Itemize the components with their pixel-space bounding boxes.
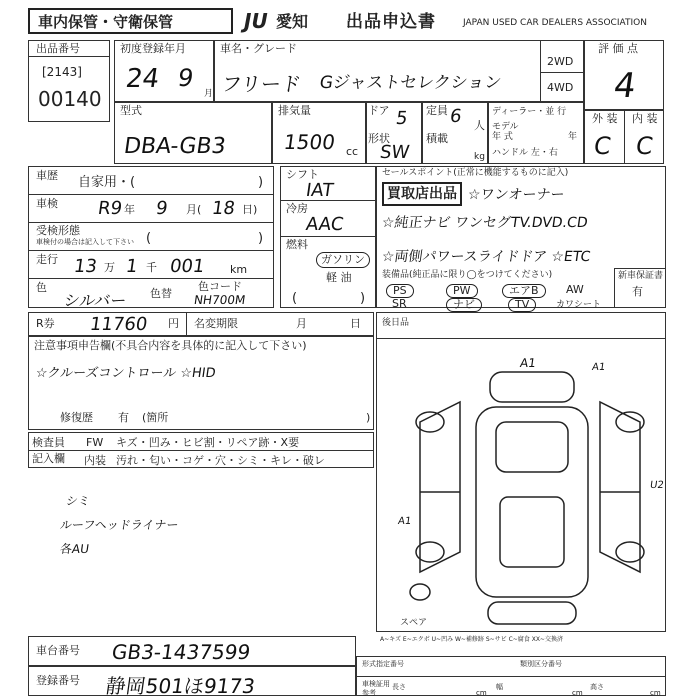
length-label: 長さ <box>392 683 406 691</box>
km-unit: km <box>230 263 248 276</box>
warranty-value: 有 <box>632 285 643 298</box>
ac-label: 冷房 <box>286 202 308 215</box>
equipment-navi: ナビ <box>446 298 482 312</box>
equipment-airbag: エアB <box>502 284 546 298</box>
mileage-rest: 001 <box>168 256 206 277</box>
shape-value: SW <box>378 142 411 163</box>
remark-2: ルーフヘッドライナー <box>58 518 180 532</box>
lot-number-label: 出品番号 <box>36 42 80 55</box>
repair-label: 修復歴 <box>60 411 93 424</box>
chassis-number: GB3-1437599 <box>110 640 252 664</box>
color-change-label: 色替 <box>150 287 172 300</box>
inspection-label: 車検 <box>36 197 58 210</box>
inspection-day: 18 <box>210 198 237 219</box>
fuel-value: ガソリン <box>316 252 370 268</box>
type-value: DBA-GB3 <box>122 134 228 159</box>
equipment-tv: TV <box>508 298 536 312</box>
model-label: 車名・グレード <box>220 42 297 55</box>
displacement-label: 排気量 <box>278 104 311 117</box>
equipment-sr: SR <box>392 297 407 310</box>
handle-label: ハンドル 左・右 <box>492 148 558 158</box>
inspector-label-1: 検査員 <box>32 436 65 449</box>
plate-number: 静岡501ほ9173 <box>104 674 257 698</box>
damage-legend: A~キズ E~エクボ U~凹み W~補修跡 S~サビ C~腐食 XX~交換済 <box>380 636 563 643</box>
remark-1: シミ <box>64 494 91 508</box>
sales-line-1: ☆ワンオーナー <box>466 187 566 203</box>
fuel-alt: 軽 油 <box>326 271 352 284</box>
shape-label: 形状 <box>368 132 390 145</box>
shift-value: IAT <box>304 180 335 201</box>
capacity-label: 定員 <box>426 104 448 117</box>
spec-label: 形式指定番号 <box>362 660 404 668</box>
receipt-label: 受検形態 <box>36 224 80 237</box>
fuel-label: 燃料 <box>286 238 308 251</box>
ref-label: 参考 <box>362 689 376 697</box>
equipment-leather: カワシート <box>556 300 602 310</box>
mileage-man: 13 <box>72 256 99 277</box>
fw-label: FW <box>86 436 104 449</box>
model-year-label: モデル <box>492 122 519 132</box>
first-reg-label: 初度登録年月 <box>120 42 186 55</box>
interior-check-label: 内装 <box>84 454 106 467</box>
drive-2wd: 2WD <box>547 55 574 68</box>
warranty-label: 新車保証書 <box>618 271 664 281</box>
drive-4wd: 4WD <box>547 81 574 94</box>
car-diagram <box>400 352 660 632</box>
score-value: 4 <box>611 66 639 106</box>
logo-mark: JU <box>244 9 268 33</box>
load-label: 積載 <box>426 132 448 145</box>
inspection-era: R9 <box>96 198 124 219</box>
damage-left: A1 <box>397 516 412 527</box>
doors-value: 5 <box>394 108 409 129</box>
exterior-grade: C <box>592 132 613 160</box>
equipment-aw: AW <box>566 283 584 296</box>
cert-label: 車検証用 <box>362 680 390 688</box>
type-label: 型式 <box>120 104 142 117</box>
inspection-month-unit: 月( <box>186 203 202 216</box>
color-value: シルバー <box>62 291 128 310</box>
later-items-label: 後日品 <box>382 318 410 328</box>
equipment-label: 装備品(純正品に限り◯をつけてください) <box>382 270 553 280</box>
score-label: 評 価 点 <box>598 42 638 55</box>
first-reg-month: 9 <box>176 64 196 92</box>
notes-line-1: ☆クルーズコントロール ☆HID <box>34 366 217 381</box>
interior-check-items: 汚れ・匂い・コゲ・穴・シミ・キレ・破レ <box>116 454 325 467</box>
color-label: 色 <box>36 281 47 294</box>
month-unit: 月 <box>204 89 214 99</box>
history-value: 自家用・( <box>78 175 136 190</box>
sales-point-label: セールスポイント(正常に機能するものに記入) <box>382 168 569 178</box>
expiry-day-label: 日 <box>350 317 361 330</box>
height-unit: cm <box>650 689 661 697</box>
model-year-label2: 年 式 <box>492 132 513 142</box>
inspection-year-unit: 年 <box>124 203 135 216</box>
first-reg-year: 24 <box>123 64 162 94</box>
interior-grade: C <box>634 132 655 160</box>
inspector-label-2: 記入欄 <box>32 452 65 465</box>
interior-label: 内 装 <box>632 112 658 125</box>
inspection-day-unit: 日) <box>242 203 258 216</box>
auction-sheet: 車内保管・守衛保管 JU 愛知 出品申込書 JAPAN USED CAR DEALERS ASSOCIATION 出品番号 [2143] 00140 初度登録年月 24 9 月 車名・グレード フリード Gジャストセレクション 2WD 4WD 評 価 点 4 型式 DBA-GB3 排気量 1500 cc ドア 5 形状 SW 定員 6 人 積載 kg ディーラー・並 行 モデル 年 式 年 ハンドル 左・右 外 装 内 装 C C 車歴 自家用・( ) 車検 R9 年 9 月( 18 日) 受検形態 車検付の場合は記入して下さい ( ) 走行 13 万 1 千 001 km 色 シルバー 色替 色コード NH700M シフト IAT 冷房 AAC 燃料 ガソリン 軽 油 ( ) セールスポイント(正常に機能するものに記入) 買取店出品 ☆ワンオーナー ☆純正ナビ ワンセグTV.DVD.CD ☆両側パワースライドドア ☆ETC 装備品(純正品に限り◯をつけてください) PS PW エアB AW SR ナビ TV カワシート 新車保証書 有 R券 11760 円 名変期限 月 日 注意事項申告欄(不具合内容を具体的に記入して下さい) ☆クルーズコントロール ☆HID 修復歴 有 (箇所 ) 検査員 記入欄 FW キズ・凹み・ヒビ割・リペア跡・X要 内装 汚れ・匂い・コゲ・穴・シミ・キレ・破レ シミ ルーフヘッドライナー 各AU 後日品 A1 A1 A1 U2 スペア A~キズ E~エクボ U~凹み W~補修跡 S~サビ C~腐食 XX~交換済 車台番号 GB3-1437599 登録番号 静岡501ほ9173 形式指定番号 類別区分番号 車検証用 参考 長さ cm 幅 cm 高さ cm <box>0 0 700 700</box>
kg-unit: kg <box>474 152 485 162</box>
lot-code: [2143] <box>42 65 82 79</box>
storage-label: 車内保管・守衛保管 <box>38 13 174 31</box>
dealer-label: ディーラー・並 行 <box>492 107 567 117</box>
year-unit: 年 <box>568 132 578 142</box>
cc-unit: cc <box>346 145 359 158</box>
sales-line-2: ☆純正ナビ ワンセグTV.DVD.CD <box>380 215 589 231</box>
buyer-lot-badge: 買取店出品 <box>382 182 462 206</box>
displacement-value: 1500 <box>282 130 337 154</box>
org-name: 愛知 <box>276 12 309 31</box>
recycle-label: R券 <box>36 317 55 330</box>
association-name: JAPAN USED CAR DEALERS ASSOCIATION <box>463 18 647 28</box>
persons-unit: 人 <box>474 119 485 132</box>
model-name: フリード <box>220 72 303 96</box>
mileage-man-unit: 万 <box>104 261 115 274</box>
damage-right: U2 <box>649 480 665 491</box>
length-unit: cm <box>476 689 487 697</box>
shift-label: シフト <box>286 168 319 181</box>
color-code-label: 色コード <box>198 280 242 293</box>
ac-value: AAC <box>304 214 345 235</box>
mileage-label: 走行 <box>36 253 58 266</box>
grade-name: Gジャストセレクション <box>318 73 503 93</box>
lot-number: 00140 <box>38 87 102 111</box>
equipment-pw: PW <box>446 284 478 298</box>
spare-label: スペア <box>400 618 428 628</box>
expiry-month-label: 月 <box>296 317 307 330</box>
repair-place: (箇所 <box>142 411 169 424</box>
recycle-value: 11760 <box>88 314 149 335</box>
remark-3: 各AU <box>58 542 90 556</box>
repair-value: 有 <box>118 411 129 424</box>
plate-label: 登録番号 <box>36 674 80 687</box>
damage-top-1: A1 <box>519 356 537 370</box>
inspection-month: 9 <box>154 198 169 219</box>
history-label: 車歴 <box>36 169 58 182</box>
yen-unit: 円 <box>168 317 179 330</box>
height-label: 高さ <box>590 683 604 691</box>
damage-top-2: A1 <box>591 362 606 373</box>
mileage-sen-unit: 千 <box>146 261 157 274</box>
color-code-value: NH700M <box>193 293 247 307</box>
doors-label: ドア <box>368 104 390 117</box>
capacity-value: 6 <box>448 106 463 127</box>
mileage-sen: 1 <box>124 256 139 277</box>
equipment-ps: PS <box>386 284 414 298</box>
notes-label: 注意事項申告欄(不具合内容を具体的に記入して下さい) <box>34 339 307 352</box>
exterior-label: 外 装 <box>592 112 618 125</box>
spec-label-2: 類別区分番号 <box>520 660 562 668</box>
fw-items: キズ・凹み・ヒビ割・リペア跡・X要 <box>116 436 300 449</box>
width-label: 幅 <box>496 683 503 691</box>
chassis-label: 車台番号 <box>36 644 80 657</box>
width-unit: cm <box>572 689 583 697</box>
sales-line-3: ☆両側パワースライドドア ☆ETC <box>380 249 592 265</box>
receipt-note: 車検付の場合は記入して下さい <box>36 238 134 246</box>
expiry-label: 名変期限 <box>194 317 238 330</box>
form-title: 出品申込書 <box>346 12 436 32</box>
